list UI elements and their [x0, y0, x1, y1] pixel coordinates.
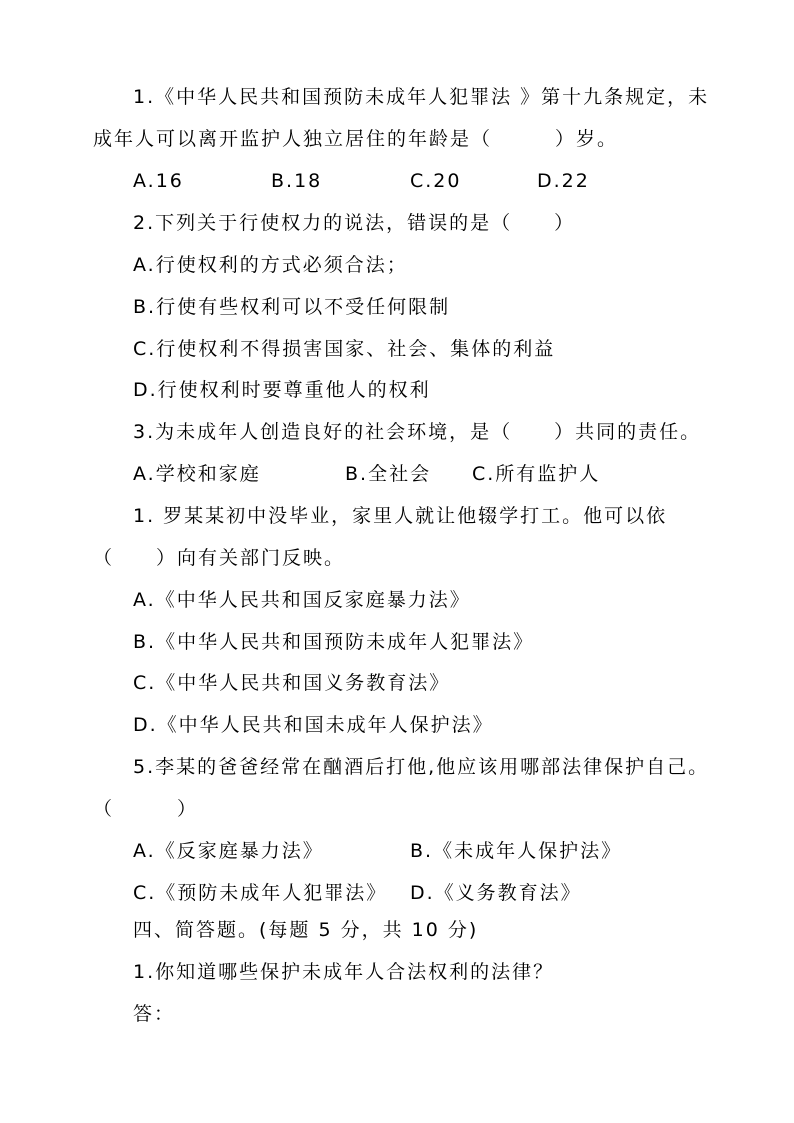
q5-option-c: C.《预防未成年人犯罪法》	[133, 882, 388, 904]
q1-option-b: B.18	[271, 170, 323, 192]
section4-q1: 1.你知道哪些保护未成年人合法权利的法律？	[133, 961, 555, 983]
q4-option-c: C.《中华人民共和国义务教育法》	[133, 672, 451, 694]
q4-option-a: A.《中华人民共和国反家庭暴力法》	[133, 589, 471, 611]
q2-option-d: D.行使权利时要尊重他人的权利	[133, 379, 431, 401]
q1-option-a: A.16	[133, 170, 184, 192]
q1-option-c: C.20	[410, 170, 462, 192]
q5-stem-line1: 5.李某的爸爸经常在酗酒后打他,他应该用哪部法律保护自己。	[133, 756, 710, 778]
q1-stem-line1: 1.《中华人民共和国预防未成年人犯罪法 》第十九条规定，未	[133, 86, 710, 108]
q2-option-a: A.行使权利的方式必须合法；	[133, 254, 408, 276]
q2-option-c: C.行使权利不得损害国家、社会、集体的利益	[133, 338, 556, 360]
q3-option-c: C.所有监护人	[472, 463, 601, 485]
q3-stem: 3.为未成年人创造良好的社会环境，是（ ）共同的责任。	[133, 421, 702, 443]
q2-stem: 2.下列关于行使权力的说法，错误的是（ ）	[133, 212, 576, 234]
q5-option-b: B.《未成年人保护法》	[410, 840, 623, 862]
answer-label: 答：	[133, 1003, 176, 1025]
q4-option-b: B.《中华人民共和国预防未成年人犯罪法》	[133, 631, 535, 653]
q4-stem-line2: （ ）向有关部门反映。	[93, 547, 346, 569]
section4-heading: 四、简答题。(每题 5 分，共 10 分)	[133, 919, 479, 941]
q5-stem-line2: （ ）	[93, 798, 199, 820]
q3-option-a: A.学校和家庭	[133, 463, 261, 485]
q2-option-b: B.行使有些权利可以不受任何限制	[133, 296, 451, 318]
q4-option-d: D.《中华人民共和国未成年人保护法》	[133, 714, 494, 736]
q5-option-d: D.《义务教育法》	[410, 882, 582, 904]
q3-option-b: B.全社会	[345, 463, 432, 485]
q1-option-d: D.22	[537, 170, 590, 192]
q1-stem-line2: 成年人可以离开监护人独立居住的年龄是（ ）岁。	[93, 128, 619, 150]
q4-stem-line1: 1. 罗某某初中没毕业，家里人就让他辍学打工。他可以依	[133, 505, 668, 527]
q5-option-a: A.《反家庭暴力法》	[133, 840, 324, 862]
